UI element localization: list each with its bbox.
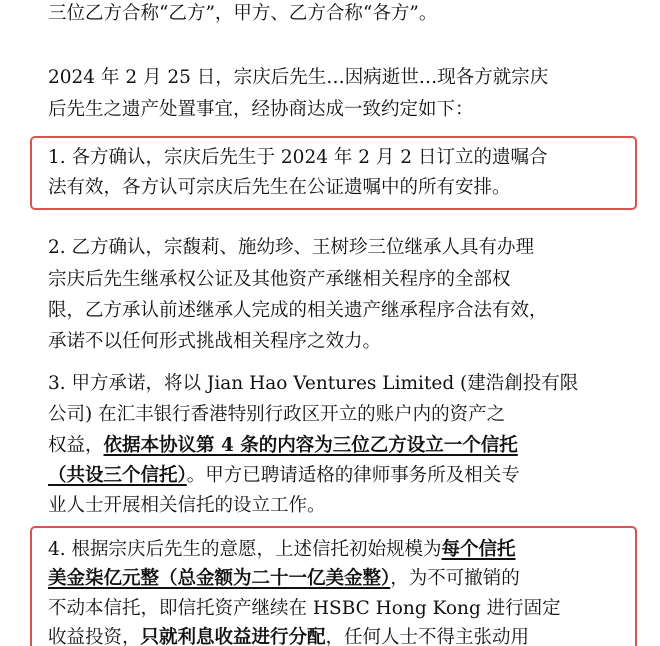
clause-3-line-1: 3. 甲方承诺，将以 Jian Hao Ventures Limited (建浩創投有限 (48, 373, 579, 394)
clause-4-line-4 (48, 626, 529, 646)
clause-1-line-1: 1. 各方确认，宗庆后先生于 2024 年 2 月 2 日订立的遗嘱合 (48, 147, 548, 168)
clause-3-line-4-plain: 。甲方已聘请适格的律师事务所及相关专 (186, 465, 520, 486)
clause-2-line-3: 限，乙方承认前述继承人完成的相关遗产继承程序合法有效， (48, 300, 548, 321)
clause-3-line-4 (48, 464, 520, 488)
clause-3-line-3-plain: 权益， (48, 435, 104, 456)
clause-4-line-2-plain: ，为不可撤销的 (390, 568, 520, 589)
clause-1-line-2: 法有效，各方认可宗庆后先生在公证遗嘱中的所有安排。 (48, 177, 511, 198)
clause-4-line-2 (48, 567, 520, 591)
clause-2-line-1: 2. 乙方确认，宗馥莉、施幼珍、王树珍三位继承人具有办理 (48, 237, 535, 258)
clause-3-line-3 (48, 434, 518, 458)
clause-4-line-1-plain: 4. 根据宗庆后先生的意愿，上述信托初始规模为 (48, 539, 442, 560)
clause-3-three-trusts-underlined: （共设三个信托） (48, 465, 187, 486)
clause-4-line-1 (48, 538, 516, 562)
clause-2-line-4: 承诺不以任何形式挑战相关程序之效力。 (48, 331, 382, 352)
clause-3-line-5: 业人士开展相关信托的设立工作。 (48, 495, 326, 516)
intro-line: 三位乙方合称“乙方”，甲方、乙方合称“各方”。 (48, 3, 438, 24)
context-line-1: 2024 年 2 月 25 日，宗庆后先生…因病逝世…现各方就宗庆 (48, 67, 549, 88)
clause-3-line-2: 公司) 在汇丰银行香港特别行政区开立的账户内的资产之 (48, 404, 506, 425)
context-line-2: 后先生之遗产处置事宜，经协商达成一致约定如下： (48, 99, 474, 120)
clause-4-line-3: 不动本信托，即信托资产继续在 HSBC Hong Kong 进行固定 (48, 598, 561, 619)
clause-4-per-trust-underlined: 每个信托 (441, 539, 516, 560)
clause-4-amount-underlined: 美金柒亿元整（总金额为二十一亿美金整） (48, 568, 391, 589)
clause-4-interest-underlined: 只就利息收益进行分配 (140, 627, 326, 646)
clause-2-line-2: 宗庆后先生继承权公证及其他资产承继相关程序的全部权 (48, 269, 511, 290)
clause-3-trust-underlined: 依据本协议第 4 条的内容为三位乙方设立一个信托 (103, 435, 518, 456)
clause-4-line-4-plain-2: ，任何人士不得主张动用 (325, 627, 530, 646)
clause-4-line-4-plain-1: 收益投资， (48, 627, 141, 646)
